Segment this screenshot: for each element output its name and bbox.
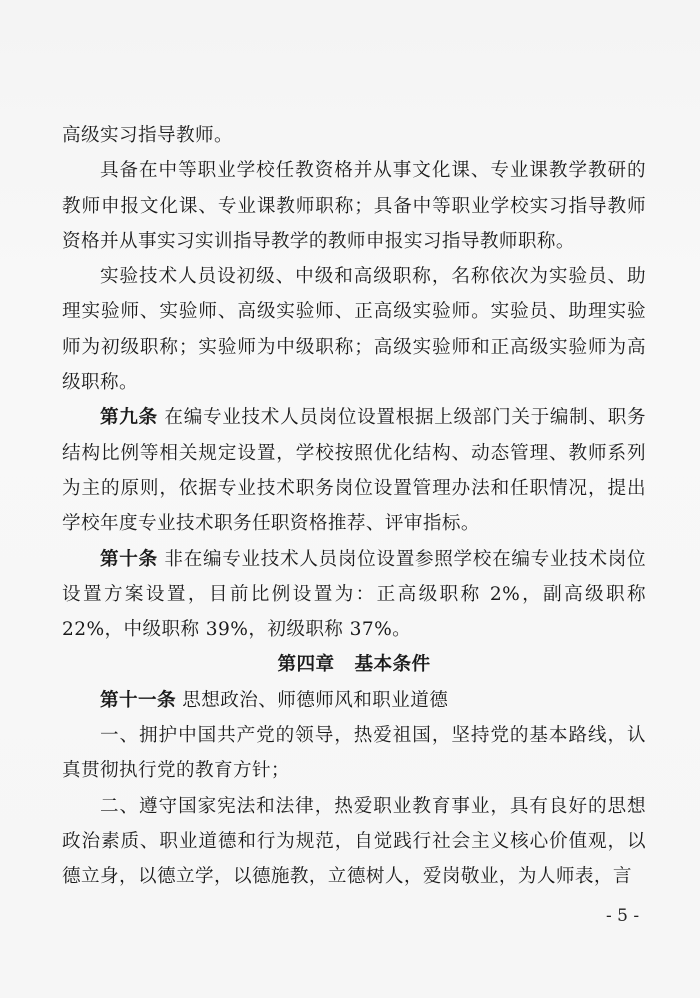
- chapter-title: 基本条件: [354, 654, 431, 676]
- article-11-text: 思想政治、师德师风和职业道德: [182, 689, 449, 711]
- paragraph-lab-staff-titles: 实验技术人员设初级、中级和高级职称，名称依次为实验员、助理实验师、实验师、高级实验师、正高级实验师。实验员、助理实验师为初级职称；实验师为中级职称；高级实验师和正高级实验师为高级职称。: [62, 266, 646, 394]
- condition-item-1: 一、拥护中国共产党的领导，热爱祖国，坚持党的基本路线，认真贯彻执行党的教育方针；: [62, 725, 646, 782]
- article-10-label: 第十条: [100, 548, 158, 570]
- article-11: [62, 683, 646, 718]
- page-number: - 5 -: [606, 906, 640, 926]
- condition-item-2: 二、遵守国家宪法和法律，热爱职业教育事业，具有良好的思想政治素质、职业道德和行为规范，自觉践行社会主义核心价值观，以德立身，以德立学，以德施教，立德树人，爱岗敬业，为人师表，言: [62, 795, 646, 888]
- article-10-text: 非在编专业技术人员岗位设置参照学校在编专业技术岗位设置方案设置，目前比例设置为：正高级职称 2%，副高级职称 22%，中级职称 39%，初级职称 37%。: [62, 548, 646, 641]
- document-body: [62, 118, 646, 895]
- chapter-heading: [62, 647, 646, 682]
- article-11-label: 第十一条: [100, 689, 176, 711]
- chapter-number: 第四章: [277, 654, 335, 676]
- article-9-label: 第九条: [100, 407, 158, 429]
- article-10: [62, 542, 646, 648]
- paragraph-continuation: 高级实习指导教师。: [62, 125, 233, 146]
- paragraph-teacher-qualification: 具备在中等职业学校任教资格并从事文化课、专业课教学教研的教师申报文化课、专业课教师职称；具备中等职业学校实习指导教师资格并从事实习实训指导教学的教师申报实习指导教师职称。: [62, 160, 646, 252]
- article-9-text: 在编专业技术人员岗位设置根据上级部门关于编制、职务结构比例等相关规定设置，学校按照优化结构、动态管理、教师系列为主的原则，依据专业技术职务岗位设置管理办法和任职情况，提出学校年度专业技术职务任职资格推荐、评审指标。: [62, 407, 646, 535]
- article-9: [62, 400, 646, 541]
